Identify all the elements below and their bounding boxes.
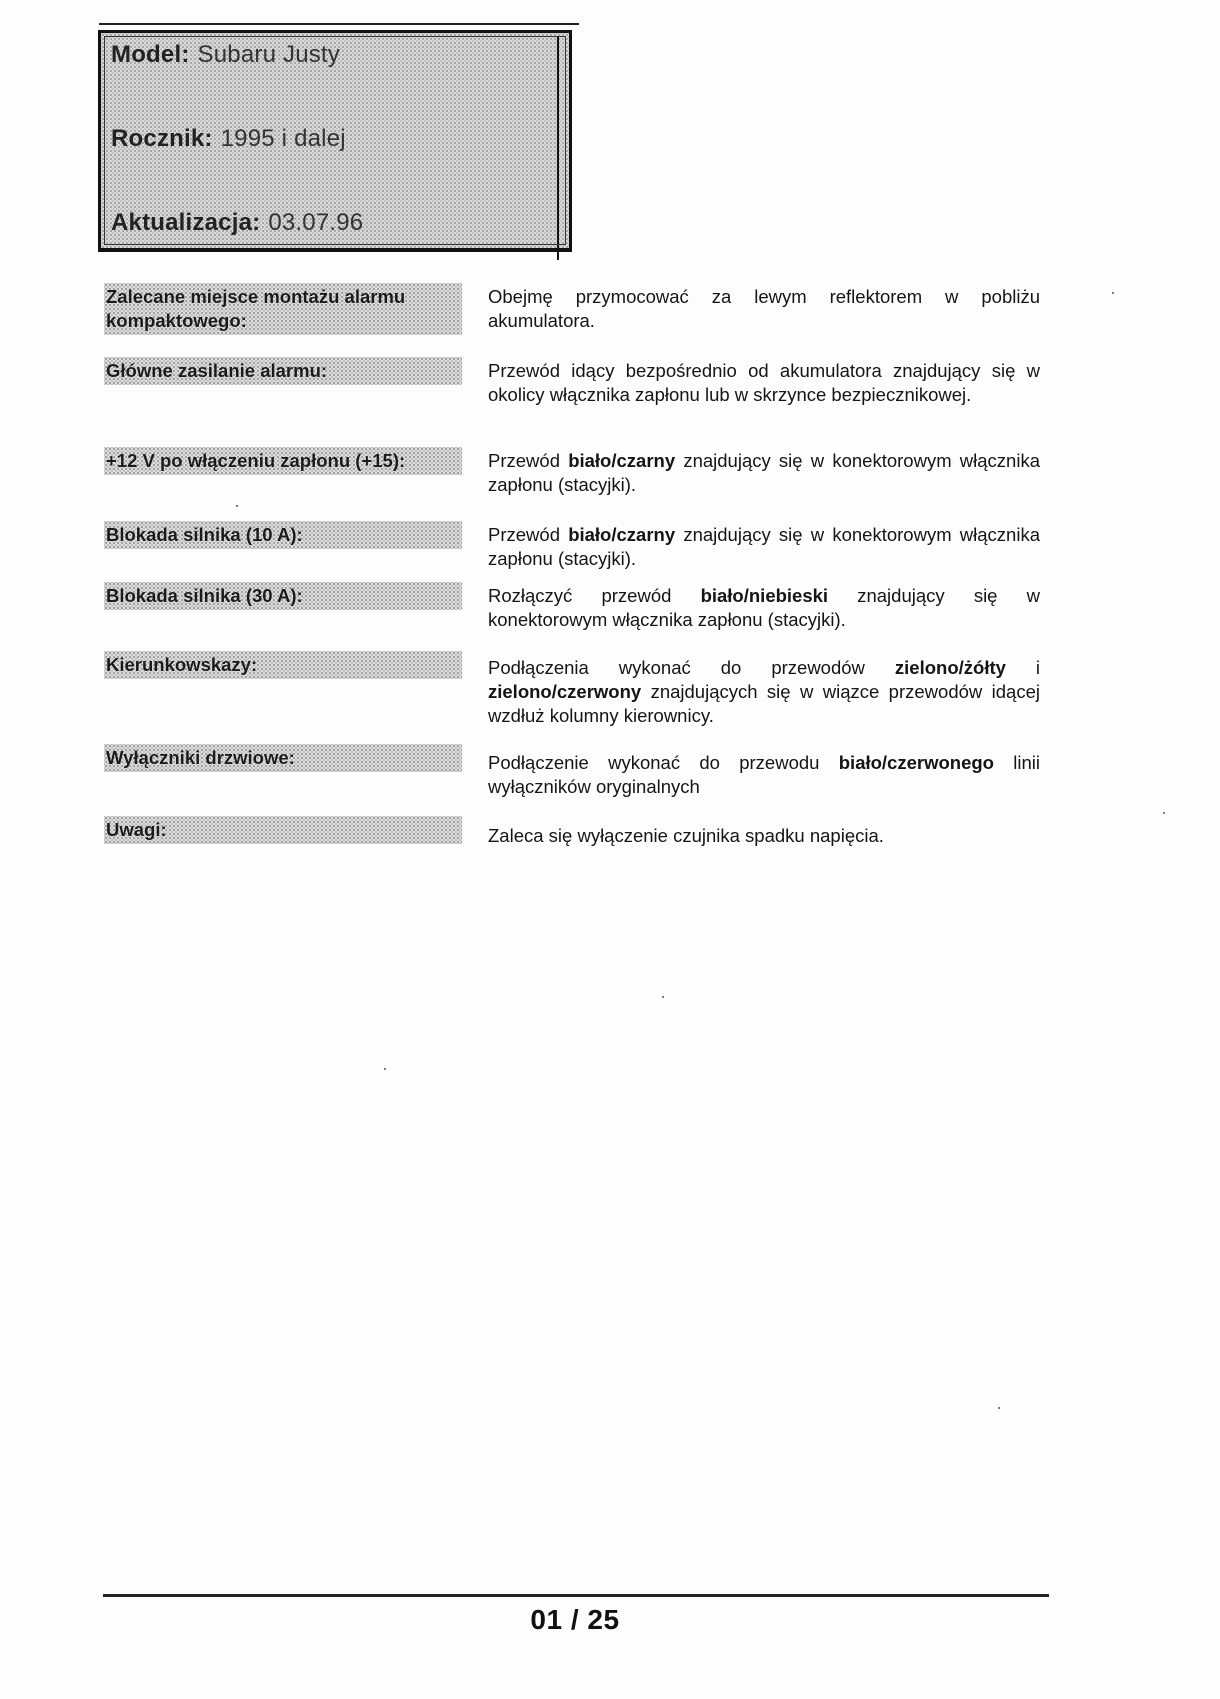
description-text: linii wyłączników oryginalnych <box>488 752 1040 797</box>
wire-color-text: zielono/żółty <box>894 657 1006 678</box>
page-number: 01 / 25 <box>530 1604 620 1635</box>
top-rule <box>99 23 579 25</box>
row-description <box>488 523 1040 571</box>
row-description <box>488 449 1040 497</box>
wire-color-text: zielono/czerwony <box>488 681 642 702</box>
wire-color-text: biało/czarny <box>568 524 676 545</box>
year-line <box>111 125 346 153</box>
row-description <box>488 751 1040 799</box>
scan-speck <box>1163 812 1165 814</box>
description-text: Zaleca się wyłączenie czujnika spadku napięcia. <box>488 825 884 846</box>
description-text: Rozłączyć przewód <box>488 585 701 606</box>
row-label: Wyłączniki drzwiowe: <box>104 744 462 772</box>
row-label: Blokada silnika (10 A): <box>104 521 462 549</box>
description-text: znajdujący się w konektorowym włącznika zapłonu (stacyjki). <box>488 585 1040 630</box>
row-description <box>488 656 1040 728</box>
update-line <box>111 209 363 237</box>
wire-color-text: biało/czarny <box>568 450 676 471</box>
scan-speck <box>384 1068 386 1070</box>
update-label: Aktualizacja: <box>111 209 261 236</box>
description-text: Przewód <box>488 450 569 471</box>
description-text: Przewód <box>488 524 569 545</box>
description-text: Podłączenie wykonać do przewodu <box>488 752 839 773</box>
description-text: znajdujący się w konektorowym włącznika zapłonu (stacyjki). <box>488 450 1040 495</box>
scan-speck <box>236 505 238 507</box>
scan-speck <box>662 996 664 998</box>
model-line <box>111 41 340 69</box>
row-description <box>488 584 1040 632</box>
wire-color-text: biało/niebieski <box>700 585 829 606</box>
row-label: Uwagi: <box>104 816 462 844</box>
row-description <box>488 824 1040 848</box>
description-text: znajdujących się w wiązce przewodów idącej wzdłuż kolumny kierownicy. <box>488 681 1040 726</box>
model-label: Model: <box>111 41 190 68</box>
description-text: Przewód idący bezpośrednio od akumulatora znajdujący się w okolicy włącznika zapłonu lub w skrzynce bezpiecznikowej. <box>488 360 1040 405</box>
row-description <box>488 359 1040 407</box>
scan-speck <box>998 1407 1000 1409</box>
update-value: 03.07.96 <box>268 209 364 236</box>
row-label: Blokada silnika (30 A): <box>104 582 462 610</box>
description-text: Podłączenia wykonać do przewodów <box>488 657 895 678</box>
row-label: Kierunkowskazy: <box>104 651 462 679</box>
row-label: Główne zasilanie alarmu: <box>104 357 462 385</box>
year-label: Rocznik: <box>111 125 213 152</box>
row-label: Zalecane miejsce montażu alarmu kompaktowego: <box>104 283 462 335</box>
scan-speck <box>1112 292 1114 294</box>
wire-color-text: biało/czerwonego <box>838 752 994 773</box>
row-description <box>488 285 1040 333</box>
description-text: znajdujący się w konektorowym włącznika zapłonu (stacyjki). <box>488 524 1040 569</box>
row-label: +12 V po włączeniu zapłonu (+15): <box>104 447 462 475</box>
header-right-rule <box>557 37 559 260</box>
model-value: Subaru Justy <box>197 41 341 68</box>
description-text: i <box>1005 657 1041 678</box>
year-value: 1995 i dalej <box>220 125 346 152</box>
description-text: Obejmę przymocować za lewym reflektorem w pobliżu akumulatora. <box>488 286 1040 331</box>
header-box <box>98 30 572 252</box>
footer-rule <box>103 1594 1049 1597</box>
